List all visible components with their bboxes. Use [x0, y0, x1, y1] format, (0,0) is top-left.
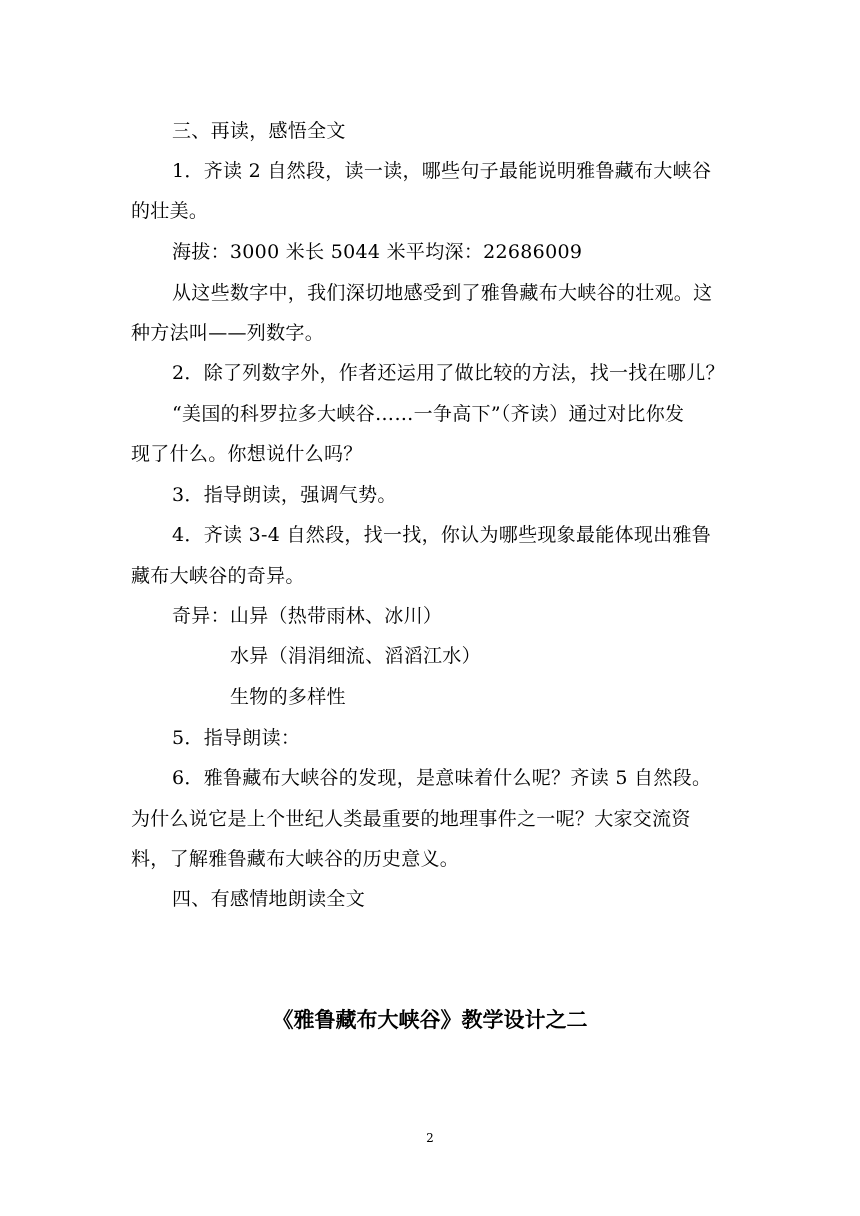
paragraph-line: 水异（涓涓细流、滔滔江水） — [230, 645, 481, 667]
paragraph-line: 种方法叫——列数字。 — [131, 322, 325, 344]
paragraph-line: 1．齐读 2 自然段，读一读，哪些句子最能说明雅鲁藏布大峡谷 — [172, 160, 712, 182]
document-title: 《雅鲁藏布大峡谷》教学设计之二 — [272, 1007, 588, 1032]
paragraph-line: 料，了解雅鲁藏布大峡谷的历史意义。 — [131, 848, 460, 870]
paragraph-line: 现了什么。你想说什么吗？ — [131, 443, 363, 465]
paragraph-line: 3．指导朗读，强调气势。 — [172, 484, 397, 506]
paragraph-line: 的壮美。 — [131, 200, 209, 222]
section-heading-read-aloud: 四、有感情地朗读全文 — [172, 888, 366, 910]
paragraph-line: 为什么说它是上个世纪人类最重要的地理事件之一呢？大家交流资 — [131, 808, 691, 830]
paragraph-line: 4．齐读 3-4 自然段，找一找，你认为哪些现象最能体现出雅鲁 — [172, 524, 712, 546]
page-number: 2 — [426, 1131, 434, 1145]
paragraph-line: 奇异：山异（热带雨林、冰川） — [172, 605, 443, 627]
paragraph-line: 海拔：3000 米长 5044 米平均深：22686009 — [172, 241, 583, 263]
paragraph-line: 藏布大峡谷的奇异。 — [131, 565, 305, 587]
paragraph-line: 生物的多样性 — [230, 686, 346, 708]
section-heading-reread: 三、再读，感悟全文 — [172, 120, 346, 142]
paragraph-line: “美国的科罗拉多大峡谷……一争高下”（齐读）通过对比你发 — [172, 403, 685, 425]
paragraph-line: 6．雅鲁藏布大峡谷的发现，是意味着什么呢？齐读 5 自然段。 — [172, 767, 712, 789]
paragraph-line: 2．除了列数字外，作者还运用了做比较的方法，找一找在哪儿？ — [172, 362, 725, 384]
paragraph-line: 5．指导朗读： — [172, 727, 301, 749]
paragraph-line: 从这些数字中，我们深切地感受到了雅鲁藏布大峡谷的壮观。这 — [172, 282, 713, 304]
